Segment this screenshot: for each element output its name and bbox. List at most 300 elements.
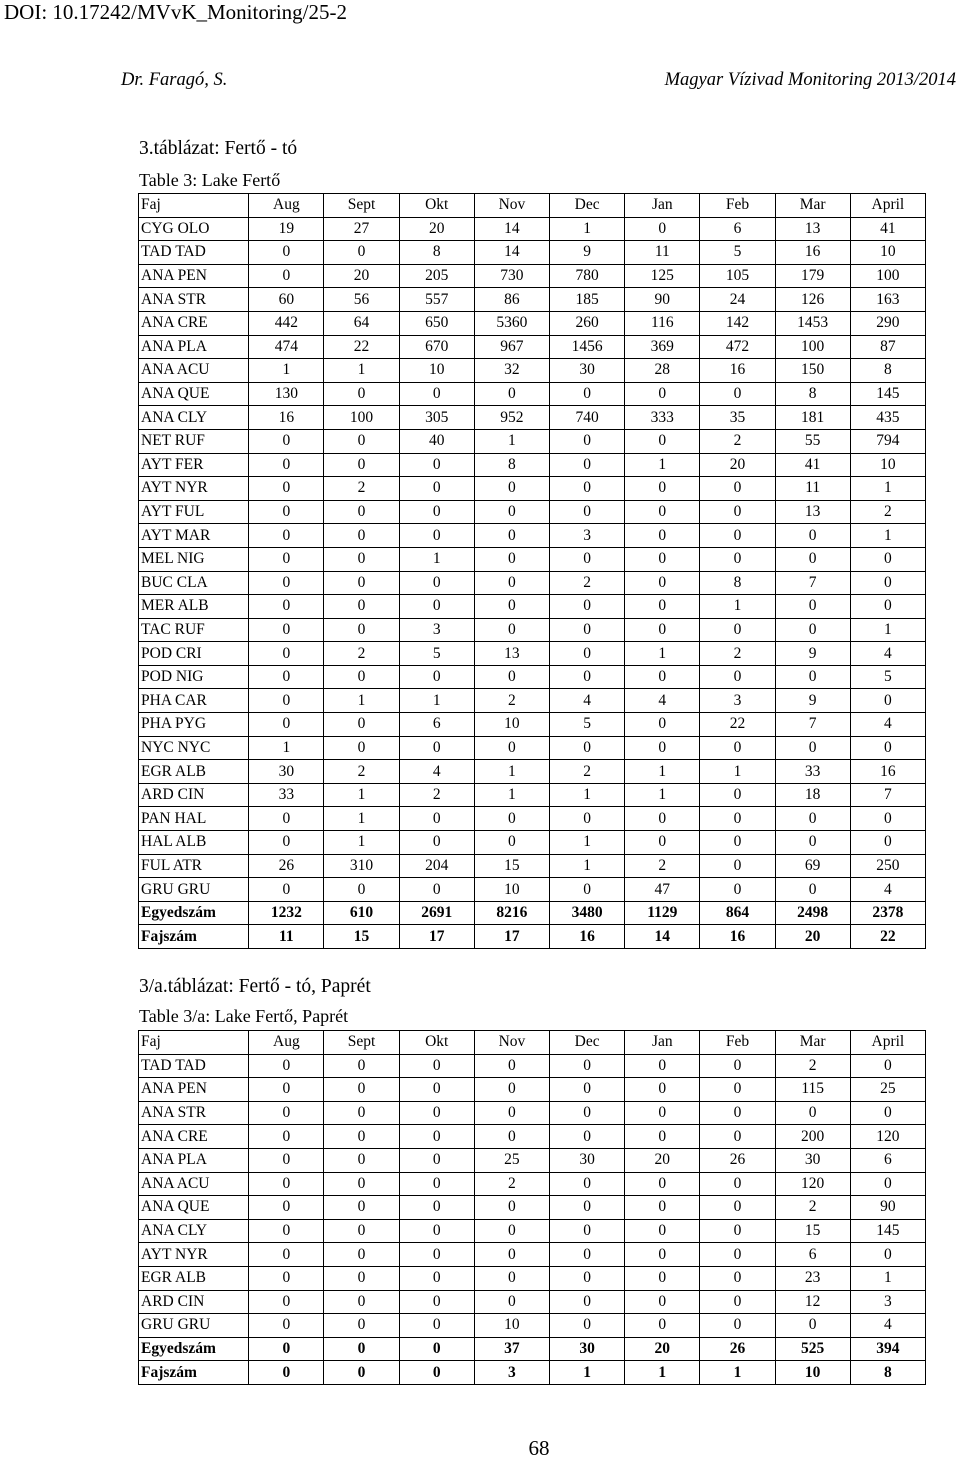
table-row — [139, 453, 926, 477]
table-row — [139, 359, 926, 383]
value-cell: 0 — [700, 382, 775, 406]
row-label-cell: Fajszám — [139, 925, 249, 949]
value-cell: 185 — [550, 288, 625, 312]
value-cell: 0 — [474, 1290, 549, 1314]
table-row — [139, 1243, 926, 1267]
value-cell: 2 — [474, 689, 549, 713]
value-cell: 0 — [474, 1125, 549, 1149]
table-row — [139, 713, 926, 737]
value-cell: 0 — [249, 689, 324, 713]
value-cell: Nov — [474, 1031, 549, 1055]
row-label-cell: POD CRI — [139, 642, 249, 666]
value-cell: 0 — [700, 854, 775, 878]
value-cell: 0 — [700, 1054, 775, 1078]
value-cell: 0 — [700, 1196, 775, 1220]
value-cell: Mar — [775, 1031, 850, 1055]
value-cell: 0 — [625, 524, 700, 548]
value-cell: 37 — [474, 1337, 549, 1361]
value-cell: 4 — [850, 878, 925, 902]
value-cell: 0 — [474, 1219, 549, 1243]
value-cell: Jan — [625, 1031, 700, 1055]
value-cell: 6 — [399, 713, 474, 737]
value-cell: 0 — [700, 807, 775, 831]
value-cell: 670 — [399, 335, 474, 359]
value-cell: 0 — [324, 618, 399, 642]
value-cell: 0 — [700, 1172, 775, 1196]
value-cell: 0 — [550, 429, 625, 453]
row-label-cell: AYT NYR — [139, 477, 249, 501]
value-cell: 3480 — [550, 901, 625, 925]
value-cell: 10 — [399, 359, 474, 383]
value-cell: 864 — [700, 901, 775, 925]
value-cell: 0 — [700, 831, 775, 855]
value-cell: 24 — [700, 288, 775, 312]
value-cell: 967 — [474, 335, 549, 359]
value-cell: 0 — [550, 477, 625, 501]
value-cell: 0 — [700, 878, 775, 902]
table-row — [139, 807, 926, 831]
value-cell: 25 — [474, 1148, 549, 1172]
row-label-cell: Faj — [139, 1031, 249, 1055]
value-cell: 2 — [775, 1196, 850, 1220]
value-cell: 0 — [324, 713, 399, 737]
value-cell: 22 — [850, 925, 925, 949]
value-cell: 5 — [550, 713, 625, 737]
value-cell: 22 — [324, 335, 399, 359]
row-label-cell: ANA STR — [139, 288, 249, 312]
value-cell: 30 — [550, 1148, 625, 1172]
value-cell: 0 — [700, 500, 775, 524]
value-cell: 0 — [399, 665, 474, 689]
row-label-cell: TAD TAD — [139, 241, 249, 265]
table1-subtitle: Table 3: Lake Fertő — [139, 170, 281, 190]
value-cell: 1 — [474, 760, 549, 784]
value-cell: 125 — [625, 264, 700, 288]
value-cell: April — [850, 1031, 925, 1055]
value-cell: 0 — [775, 878, 850, 902]
value-cell: 100 — [850, 264, 925, 288]
value-cell: 2 — [474, 1172, 549, 1196]
value-cell: 0 — [249, 831, 324, 855]
table-row — [139, 241, 926, 265]
value-cell: 15 — [324, 925, 399, 949]
value-cell: 0 — [550, 1243, 625, 1267]
value-cell: 26 — [700, 1337, 775, 1361]
value-cell: 116 — [625, 311, 700, 335]
value-cell: Feb — [700, 194, 775, 218]
table-row — [139, 878, 926, 902]
value-cell: 0 — [550, 1290, 625, 1314]
table-row — [139, 264, 926, 288]
value-cell: 2 — [775, 1054, 850, 1078]
table-row — [139, 217, 926, 241]
value-cell: 0 — [399, 1196, 474, 1220]
value-cell: 0 — [474, 1101, 549, 1125]
value-cell: Dec — [550, 1031, 625, 1055]
value-cell: 1 — [625, 1361, 700, 1385]
table-row — [139, 1078, 926, 1102]
value-cell: 0 — [474, 618, 549, 642]
value-cell: 0 — [399, 831, 474, 855]
value-cell: 0 — [550, 453, 625, 477]
row-label-cell: TAD TAD — [139, 1054, 249, 1078]
value-cell: 1 — [625, 642, 700, 666]
value-cell: 0 — [399, 453, 474, 477]
value-cell: 1 — [850, 1266, 925, 1290]
value-cell: 0 — [399, 1172, 474, 1196]
value-cell: 0 — [775, 1314, 850, 1338]
value-cell: 250 — [850, 854, 925, 878]
value-cell: 0 — [474, 382, 549, 406]
value-cell: 0 — [399, 1243, 474, 1267]
row-label-cell: TAC RUF — [139, 618, 249, 642]
value-cell: April — [850, 194, 925, 218]
value-cell: 3 — [700, 689, 775, 713]
value-cell: 2 — [550, 571, 625, 595]
row-label-cell: Fajszám — [139, 1361, 249, 1385]
value-cell: 30 — [249, 760, 324, 784]
header-row — [139, 194, 926, 218]
value-cell: 20 — [324, 264, 399, 288]
value-cell: 2378 — [850, 901, 925, 925]
value-cell: 15 — [775, 1219, 850, 1243]
value-cell: 0 — [775, 595, 850, 619]
value-cell: 369 — [625, 335, 700, 359]
value-cell: 142 — [700, 311, 775, 335]
value-cell: 0 — [550, 595, 625, 619]
value-cell: 30 — [550, 359, 625, 383]
row-label-cell: PAN HAL — [139, 807, 249, 831]
value-cell: 87 — [850, 335, 925, 359]
table-row — [139, 1125, 926, 1149]
value-cell: 0 — [625, 713, 700, 737]
value-cell: 0 — [474, 571, 549, 595]
value-cell: 0 — [249, 500, 324, 524]
value-cell: 1456 — [550, 335, 625, 359]
value-cell: 10 — [474, 1314, 549, 1338]
value-cell: 2 — [550, 760, 625, 784]
value-cell: 0 — [474, 1078, 549, 1102]
summary-row — [139, 925, 926, 949]
value-cell: 3 — [474, 1361, 549, 1385]
value-cell: 0 — [700, 736, 775, 760]
value-cell: 1 — [550, 854, 625, 878]
value-cell: 0 — [324, 595, 399, 619]
value-cell: 0 — [474, 807, 549, 831]
value-cell: 15 — [474, 854, 549, 878]
value-cell: 0 — [775, 524, 850, 548]
value-cell: 525 — [775, 1337, 850, 1361]
value-cell: 557 — [399, 288, 474, 312]
value-cell: 1 — [324, 783, 399, 807]
value-cell: Okt — [399, 1031, 474, 1055]
value-cell: 1 — [249, 359, 324, 383]
value-cell: 305 — [399, 406, 474, 430]
table-row — [139, 571, 926, 595]
table-row — [139, 1054, 926, 1078]
value-cell: 0 — [700, 1219, 775, 1243]
value-cell: 0 — [850, 571, 925, 595]
value-cell: 0 — [550, 1101, 625, 1125]
value-cell: 0 — [775, 547, 850, 571]
value-cell: 2 — [700, 642, 775, 666]
value-cell: 0 — [249, 1196, 324, 1220]
value-cell: 0 — [625, 1219, 700, 1243]
value-cell: 27 — [324, 217, 399, 241]
value-cell: Sept — [324, 194, 399, 218]
value-cell: 1 — [850, 524, 925, 548]
value-cell: 4 — [550, 689, 625, 713]
value-cell: 0 — [625, 807, 700, 831]
value-cell: 32 — [474, 359, 549, 383]
value-cell: 0 — [399, 1290, 474, 1314]
value-cell: 0 — [249, 524, 324, 548]
table-row — [139, 429, 926, 453]
value-cell: 0 — [399, 1219, 474, 1243]
value-cell: 333 — [625, 406, 700, 430]
value-cell: 64 — [324, 311, 399, 335]
value-cell: 0 — [625, 831, 700, 855]
row-label-cell: NYC NYC — [139, 736, 249, 760]
value-cell: 6 — [700, 217, 775, 241]
row-label-cell: Egyedszám — [139, 1337, 249, 1361]
value-cell: 5360 — [474, 311, 549, 335]
value-cell: 0 — [700, 1101, 775, 1125]
value-cell: 2 — [324, 642, 399, 666]
value-cell: 0 — [700, 1314, 775, 1338]
row-label-cell: CYG OLO — [139, 217, 249, 241]
value-cell: 1 — [399, 547, 474, 571]
table-row — [139, 1148, 926, 1172]
row-label-cell: Egyedszám — [139, 901, 249, 925]
value-cell: 2 — [399, 783, 474, 807]
value-cell: 0 — [550, 736, 625, 760]
value-cell: 0 — [625, 1054, 700, 1078]
value-cell: 0 — [249, 642, 324, 666]
value-cell: 14 — [474, 217, 549, 241]
row-label-cell: ARD CIN — [139, 783, 249, 807]
value-cell: 30 — [550, 1337, 625, 1361]
value-cell: 0 — [625, 477, 700, 501]
value-cell: 1453 — [775, 311, 850, 335]
value-cell: 13 — [474, 642, 549, 666]
value-cell: 0 — [700, 1125, 775, 1149]
value-cell: 0 — [324, 571, 399, 595]
value-cell: 0 — [249, 1361, 324, 1385]
value-cell: 0 — [324, 382, 399, 406]
value-cell: 0 — [324, 1196, 399, 1220]
value-cell: 0 — [550, 618, 625, 642]
value-cell: 610 — [324, 901, 399, 925]
value-cell: 1 — [850, 618, 925, 642]
value-cell: 4 — [850, 713, 925, 737]
value-cell: 10 — [775, 1361, 850, 1385]
table-row — [139, 1266, 926, 1290]
value-cell: 2 — [324, 760, 399, 784]
value-cell: 55 — [775, 429, 850, 453]
value-cell: Sept — [324, 1031, 399, 1055]
value-cell: 0 — [775, 665, 850, 689]
value-cell: 0 — [249, 713, 324, 737]
value-cell: 0 — [324, 453, 399, 477]
value-cell: 69 — [775, 854, 850, 878]
value-cell: 1 — [700, 1361, 775, 1385]
journal-header: Magyar Vízivad Monitoring 2013/2014 — [664, 70, 956, 90]
value-cell: 19 — [249, 217, 324, 241]
value-cell: 20 — [399, 217, 474, 241]
row-label-cell: EGR ALB — [139, 1266, 249, 1290]
value-cell: 0 — [474, 1243, 549, 1267]
value-cell: 40 — [399, 429, 474, 453]
value-cell: 0 — [399, 1101, 474, 1125]
value-cell: 0 — [625, 217, 700, 241]
row-label-cell: ANA QUE — [139, 1196, 249, 1220]
value-cell: 0 — [249, 1243, 324, 1267]
value-cell: 11 — [775, 477, 850, 501]
summary-row — [139, 1337, 926, 1361]
value-cell: 7 — [850, 783, 925, 807]
value-cell: 4 — [850, 1314, 925, 1338]
value-cell: 780 — [550, 264, 625, 288]
value-cell: 650 — [399, 311, 474, 335]
row-label-cell: ANA CRE — [139, 1125, 249, 1149]
value-cell: 0 — [474, 831, 549, 855]
value-cell: 0 — [625, 1125, 700, 1149]
value-cell: 2 — [850, 500, 925, 524]
value-cell: 6 — [850, 1148, 925, 1172]
table-row — [139, 854, 926, 878]
value-cell: 150 — [775, 359, 850, 383]
value-cell: 435 — [850, 406, 925, 430]
row-label-cell: AYT MAR — [139, 524, 249, 548]
row-label-cell: ANA CLY — [139, 406, 249, 430]
value-cell: 1 — [625, 453, 700, 477]
value-cell: 0 — [249, 618, 324, 642]
value-cell: 0 — [474, 524, 549, 548]
value-cell: 0 — [324, 1361, 399, 1385]
value-cell: 9 — [550, 241, 625, 265]
row-label-cell: ANA PEN — [139, 264, 249, 288]
value-cell: 730 — [474, 264, 549, 288]
header-row — [139, 1031, 926, 1055]
table-row — [139, 382, 926, 406]
row-label-cell: ANA STR — [139, 1101, 249, 1125]
value-cell: 16 — [249, 406, 324, 430]
value-cell: 33 — [775, 760, 850, 784]
value-cell: 205 — [399, 264, 474, 288]
value-cell: 11 — [249, 925, 324, 949]
value-cell: 14 — [625, 925, 700, 949]
value-cell: 0 — [474, 736, 549, 760]
value-cell: 260 — [550, 311, 625, 335]
value-cell: 0 — [550, 665, 625, 689]
value-cell: Okt — [399, 194, 474, 218]
value-cell: 0 — [625, 571, 700, 595]
value-cell: 7 — [775, 713, 850, 737]
value-cell: Mar — [775, 194, 850, 218]
value-cell: 30 — [775, 1148, 850, 1172]
row-label-cell: HAL ALB — [139, 831, 249, 855]
value-cell: 0 — [324, 429, 399, 453]
value-cell: 1 — [550, 783, 625, 807]
value-cell: 9 — [775, 689, 850, 713]
value-cell: 1 — [324, 831, 399, 855]
value-cell: 120 — [850, 1125, 925, 1149]
value-cell: 13 — [775, 500, 850, 524]
value-cell: 1 — [399, 689, 474, 713]
row-label-cell: ARD CIN — [139, 1290, 249, 1314]
value-cell: 0 — [249, 1290, 324, 1314]
value-cell: 0 — [850, 1172, 925, 1196]
value-cell: 0 — [324, 665, 399, 689]
value-cell: 0 — [700, 665, 775, 689]
value-cell: 5 — [700, 241, 775, 265]
value-cell: 0 — [324, 500, 399, 524]
value-cell: 0 — [324, 1219, 399, 1243]
value-cell: 1 — [700, 595, 775, 619]
value-cell: 0 — [700, 783, 775, 807]
value-cell: 33 — [249, 783, 324, 807]
table-row — [139, 1290, 926, 1314]
value-cell: 16 — [850, 760, 925, 784]
table-row — [139, 1196, 926, 1220]
value-cell: 0 — [775, 1101, 850, 1125]
value-cell: 0 — [249, 1078, 324, 1102]
value-cell: 0 — [324, 878, 399, 902]
value-cell: 0 — [550, 547, 625, 571]
value-cell: 0 — [474, 595, 549, 619]
value-cell: 0 — [249, 264, 324, 288]
table-row — [139, 335, 926, 359]
value-cell: 0 — [399, 1148, 474, 1172]
value-cell: 472 — [700, 335, 775, 359]
value-cell: 0 — [399, 595, 474, 619]
value-cell: 16 — [775, 241, 850, 265]
value-cell: 10 — [850, 453, 925, 477]
value-cell: 0 — [249, 878, 324, 902]
value-cell: 0 — [625, 1196, 700, 1220]
table-row — [139, 524, 926, 548]
value-cell: 0 — [249, 1054, 324, 1078]
value-cell: 5 — [850, 665, 925, 689]
value-cell: 9 — [775, 642, 850, 666]
value-cell: 0 — [399, 878, 474, 902]
row-label-cell: GRU GRU — [139, 878, 249, 902]
value-cell: 179 — [775, 264, 850, 288]
row-label-cell: AYT FUL — [139, 500, 249, 524]
value-cell: 8 — [700, 571, 775, 595]
value-cell: 3 — [399, 618, 474, 642]
value-cell: 0 — [474, 665, 549, 689]
row-label-cell: ANA CRE — [139, 311, 249, 335]
value-cell: 0 — [324, 1172, 399, 1196]
value-cell: 0 — [399, 477, 474, 501]
value-cell: Feb — [700, 1031, 775, 1055]
value-cell: 0 — [850, 595, 925, 619]
table-row — [139, 783, 926, 807]
value-cell: 0 — [249, 571, 324, 595]
value-cell: 0 — [474, 477, 549, 501]
value-cell: 0 — [399, 1125, 474, 1149]
value-cell: 56 — [324, 288, 399, 312]
value-cell: 8 — [474, 453, 549, 477]
row-label-cell: ANA PLA — [139, 1148, 249, 1172]
value-cell: 0 — [249, 1125, 324, 1149]
value-cell: 8 — [399, 241, 474, 265]
row-label-cell: ANA PEN — [139, 1078, 249, 1102]
value-cell: 310 — [324, 854, 399, 878]
value-cell: 0 — [324, 1290, 399, 1314]
